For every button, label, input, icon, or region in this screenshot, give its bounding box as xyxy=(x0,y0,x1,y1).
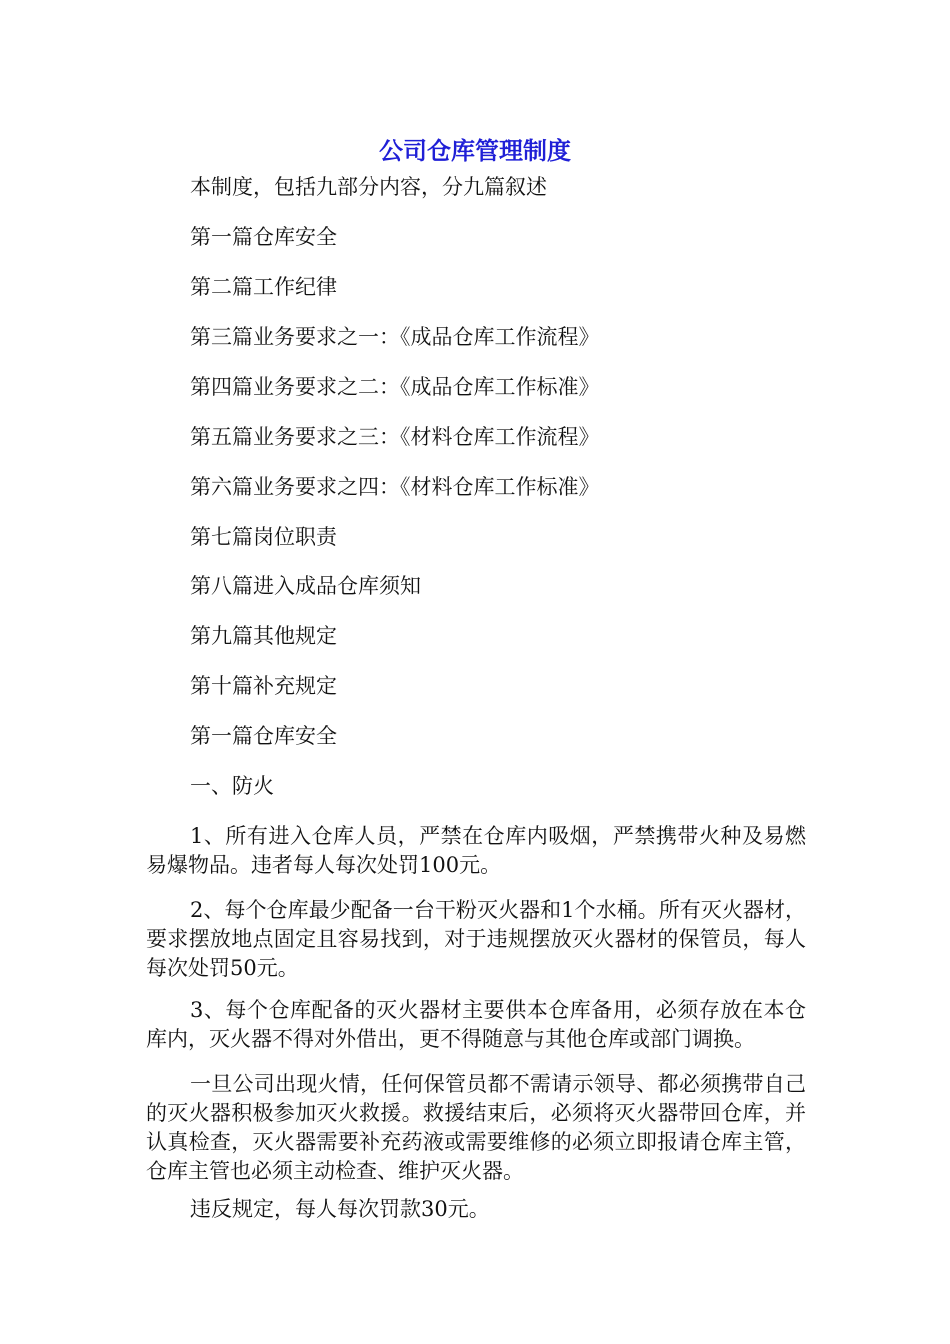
toc-item: 第一篇仓库安全 xyxy=(190,225,337,249)
toc-item: 第七篇岗位职责 xyxy=(190,525,337,549)
document-title: 公司仓库管理制度 xyxy=(379,137,571,165)
paragraph: 一旦公司出现火情，任何保管员都不需请示领导、都必须携带自己的灭火器积极参加灭火救援。救援结束后，必须将灭火器带回仓库，并认真检查，灭火器需要补充药液或需要维修的必须立即报请仓库主管，仓库主管也必须主动检查、维护灭火器。 xyxy=(146,1072,806,1183)
toc-item: 第三篇业务要求之一：《成品仓库工作流程》 xyxy=(190,325,600,349)
toc-item: 第八篇进入成品仓库须知 xyxy=(190,574,421,598)
toc-item: 第九篇其他规定 xyxy=(190,624,337,648)
subsection-heading: 一、防火 xyxy=(190,774,274,798)
toc-item: 第二篇工作纪律 xyxy=(190,275,337,299)
intro-line: 本制度，包括九部分内容，分九篇叙述 xyxy=(190,175,547,199)
toc-item: 第十篇补充规定 xyxy=(190,674,337,698)
paragraph: 违反规定，每人每次罚款30元。 xyxy=(190,1197,490,1221)
paragraph: 3、每个仓库配备的灭火器材主要供本仓库备用，必须存放在本仓库内，灭火器不得对外借出，更不得随意与其他仓库或部门调换。 xyxy=(146,998,806,1051)
paragraph: 1、所有进入仓库人员，严禁在仓库内吸烟，严禁携带火种及易燃易爆物品。违者每人每次处罚100元。 xyxy=(146,824,806,877)
toc-item: 第四篇业务要求之二：《成品仓库工作标准》 xyxy=(190,375,600,399)
toc-item: 第五篇业务要求之三：《材料仓库工作流程》 xyxy=(190,425,600,449)
paragraph: 2、每个仓库最少配备一台干粉灭火器和1个水桶。所有灭火器材，要求摆放地点固定且容易找到，对于违规摆放灭火器材的保管员，每人每次处罚50元。 xyxy=(146,898,806,980)
section-heading: 第一篇仓库安全 xyxy=(190,724,337,748)
toc-item: 第六篇业务要求之四：《材料仓库工作标准》 xyxy=(190,475,600,499)
